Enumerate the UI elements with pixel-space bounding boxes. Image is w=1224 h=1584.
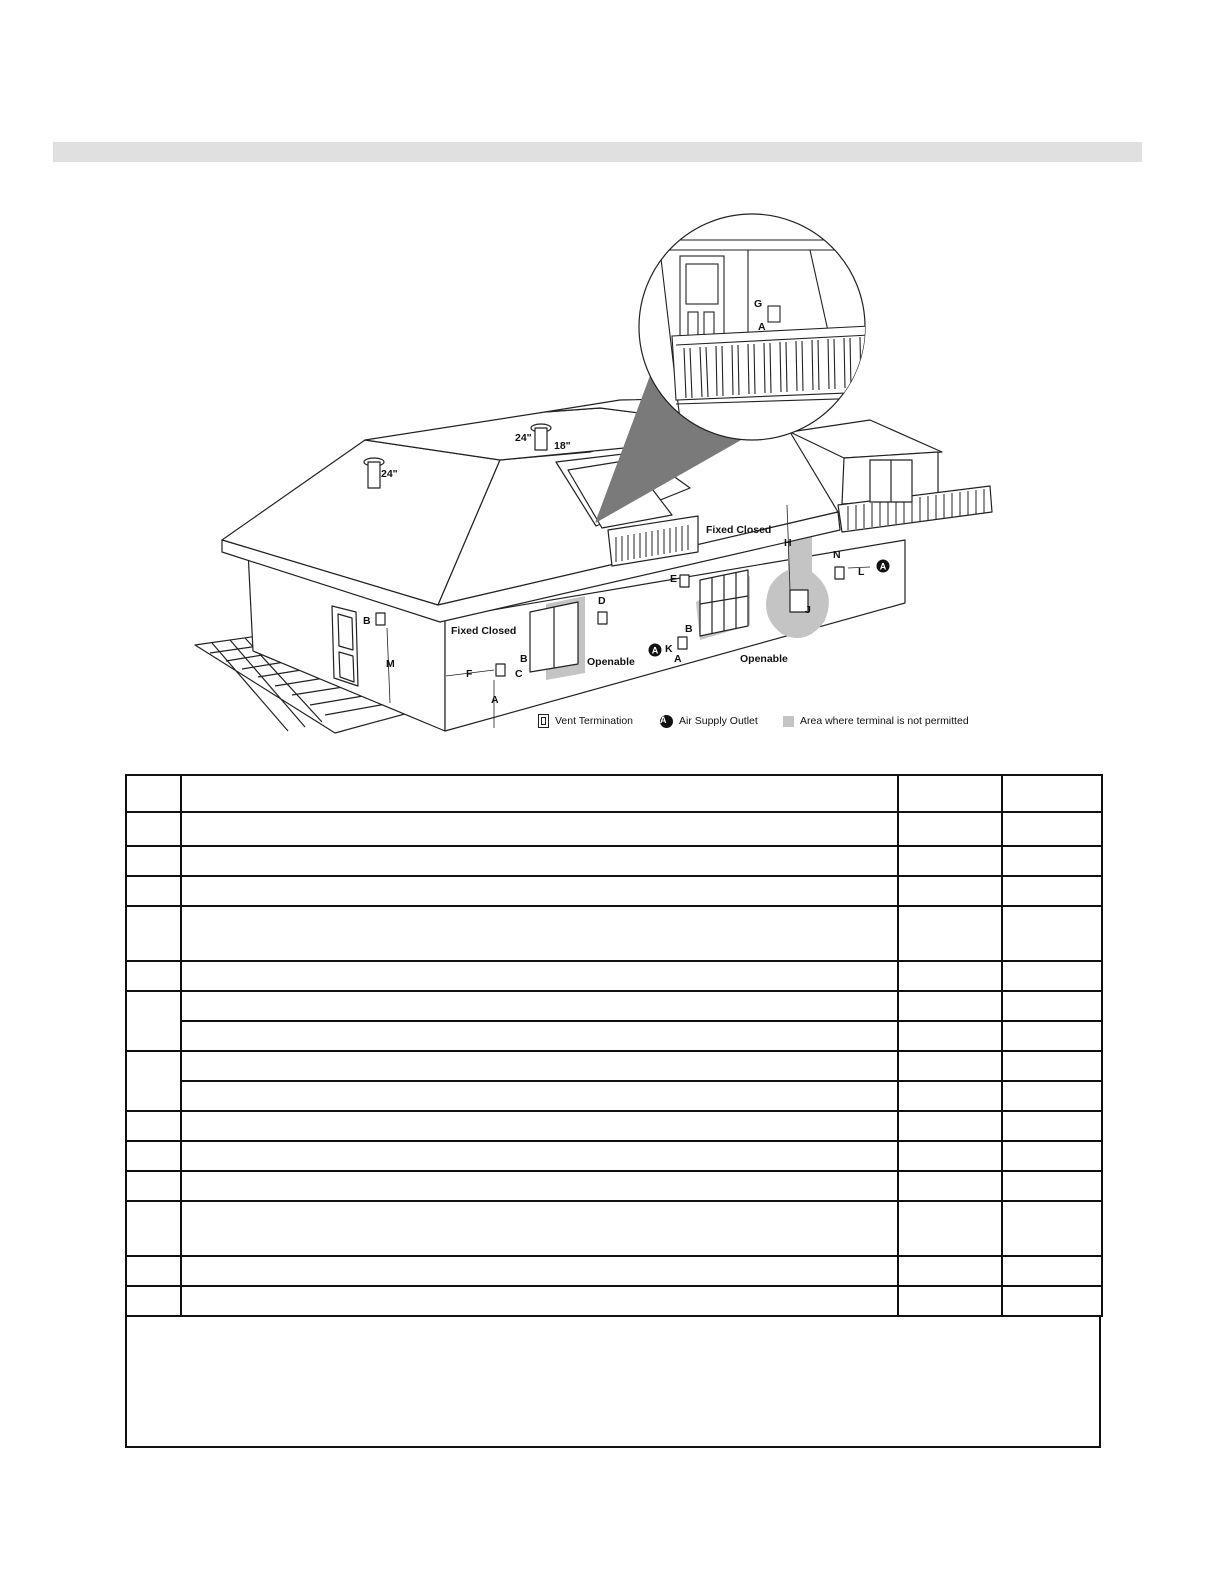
legend-vent-termination: Vent Termination xyxy=(538,712,633,730)
legend-area-not-permitted: Area where terminal is not permitted xyxy=(783,712,969,730)
clearance-label-n: N xyxy=(833,549,841,561)
table-cell-letter xyxy=(126,876,181,906)
table-cell-letter xyxy=(126,1256,181,1286)
clearance-label-b-2: B xyxy=(520,653,528,665)
clearance-label-b-3: B xyxy=(685,623,693,635)
legend-air-supply-outlet: A Air Supply Outlet xyxy=(660,714,758,727)
clearance-label-b: B xyxy=(363,615,371,627)
table-row xyxy=(126,1141,1102,1171)
table-cell xyxy=(898,812,1002,846)
table-cell xyxy=(181,1256,898,1286)
table-cell xyxy=(181,1111,898,1141)
table-cell xyxy=(898,1201,1002,1256)
table-cell xyxy=(1002,1141,1102,1171)
table-cell-letter xyxy=(126,1201,181,1256)
clearance-label-j: J xyxy=(805,604,811,616)
table-cell xyxy=(181,961,898,991)
table-cell xyxy=(181,906,898,961)
clearance-label-m: M xyxy=(386,658,395,670)
air-supply-outlet-marker-2 xyxy=(877,560,890,573)
table-row xyxy=(126,775,1102,812)
table-cell-letter xyxy=(126,812,181,846)
table-cell xyxy=(898,1141,1002,1171)
clearance-label-c: C xyxy=(515,668,523,680)
table-cell-letter xyxy=(126,1141,181,1171)
label-openable-left: Openable xyxy=(587,656,635,668)
table-cell-letter xyxy=(126,846,181,876)
notes-box xyxy=(125,1315,1101,1448)
table-cell-letter xyxy=(126,1286,181,1316)
clearance-label-l: L xyxy=(858,566,865,578)
table-cell xyxy=(1002,876,1102,906)
table-cell xyxy=(181,812,898,846)
table-cell-letter xyxy=(126,1111,181,1141)
clearance-table xyxy=(125,774,1103,1317)
table-cell xyxy=(1002,991,1102,1021)
table-cell xyxy=(181,876,898,906)
table-cell xyxy=(898,906,1002,961)
clearance-label-a-2: A xyxy=(674,653,682,665)
clearance-label-f: F xyxy=(466,668,473,680)
table-row xyxy=(126,1081,1102,1111)
clearance-label-e: E xyxy=(670,573,678,585)
table-cell xyxy=(898,961,1002,991)
table-cell-letter xyxy=(126,1171,181,1201)
table-row xyxy=(126,961,1102,991)
table-cell xyxy=(1002,1286,1102,1316)
table-cell xyxy=(181,1021,898,1051)
air-supply-outlet-marker xyxy=(649,644,662,657)
table-cell xyxy=(898,1256,1002,1286)
table-cell xyxy=(1002,1081,1102,1111)
table-cell xyxy=(898,991,1002,1021)
table-row xyxy=(126,812,1102,846)
table-cell-letter xyxy=(126,775,181,812)
table-cell xyxy=(181,775,898,812)
table-cell-letter xyxy=(126,991,181,1051)
table-cell xyxy=(898,1286,1002,1316)
label-fixed-closed-left: Fixed Closed xyxy=(451,625,517,637)
table-cell-letter xyxy=(126,906,181,961)
table-cell xyxy=(1002,1171,1102,1201)
table-cell xyxy=(898,846,1002,876)
table-cell xyxy=(898,1171,1002,1201)
clearance-label-a: A xyxy=(491,694,499,706)
table-row xyxy=(126,846,1102,876)
table-row xyxy=(126,1111,1102,1141)
table-cell-letter xyxy=(126,1051,181,1111)
roof-vent-left-height: 24" xyxy=(381,468,398,480)
table-cell xyxy=(1002,961,1102,991)
table-row xyxy=(126,1051,1102,1081)
table-row xyxy=(126,876,1102,906)
table-cell xyxy=(1002,1201,1102,1256)
table-cell xyxy=(898,775,1002,812)
clearance-label-h: H xyxy=(784,537,792,549)
table-cell xyxy=(1002,1021,1102,1051)
table-cell xyxy=(1002,846,1102,876)
right-wing-roof xyxy=(790,420,942,458)
label-openable-right: Openable xyxy=(740,653,788,665)
clearance-label-d: D xyxy=(598,595,606,607)
table-row xyxy=(126,906,1102,961)
table-cell xyxy=(1002,775,1102,812)
vent-termination-icon xyxy=(538,714,549,728)
air-supply-outlet-icon: A xyxy=(660,715,673,728)
table-cell xyxy=(898,876,1002,906)
svg-text:A: A xyxy=(879,561,887,572)
table-cell xyxy=(181,846,898,876)
table-row xyxy=(126,1201,1102,1256)
table-row xyxy=(126,1286,1102,1316)
table-cell xyxy=(898,1051,1002,1081)
table-cell xyxy=(181,1286,898,1316)
roof-vent-center-height: 24" xyxy=(515,432,532,444)
table-row xyxy=(126,1021,1102,1051)
table-row xyxy=(126,1256,1102,1286)
table-cell xyxy=(181,1141,898,1171)
vent-clearance-diagram xyxy=(0,0,1224,770)
table-cell xyxy=(181,991,898,1021)
inset-label-g: G xyxy=(754,298,763,310)
table-cell xyxy=(1002,1111,1102,1141)
table-cell xyxy=(1002,812,1102,846)
table-cell xyxy=(1002,1051,1102,1081)
table-cell-letter xyxy=(126,961,181,991)
label-fixed-closed-right: Fixed Closed xyxy=(706,524,772,536)
table-cell xyxy=(181,1051,898,1081)
table-cell xyxy=(181,1081,898,1111)
table-cell xyxy=(1002,1256,1102,1286)
table-row xyxy=(126,1171,1102,1201)
svg-text:A: A xyxy=(651,645,659,656)
table-cell xyxy=(181,1201,898,1256)
table-cell xyxy=(181,1171,898,1201)
clearance-label-k: K xyxy=(665,643,673,655)
roof-vent-center-side: 18" xyxy=(554,440,571,452)
inset-label-a: A xyxy=(758,321,766,333)
table-cell xyxy=(898,1081,1002,1111)
table-cell xyxy=(898,1021,1002,1051)
table-cell xyxy=(898,1111,1002,1141)
detail-inset xyxy=(639,214,870,440)
table-cell xyxy=(1002,906,1102,961)
table-row xyxy=(126,991,1102,1021)
restricted-area-swatch xyxy=(783,716,794,727)
